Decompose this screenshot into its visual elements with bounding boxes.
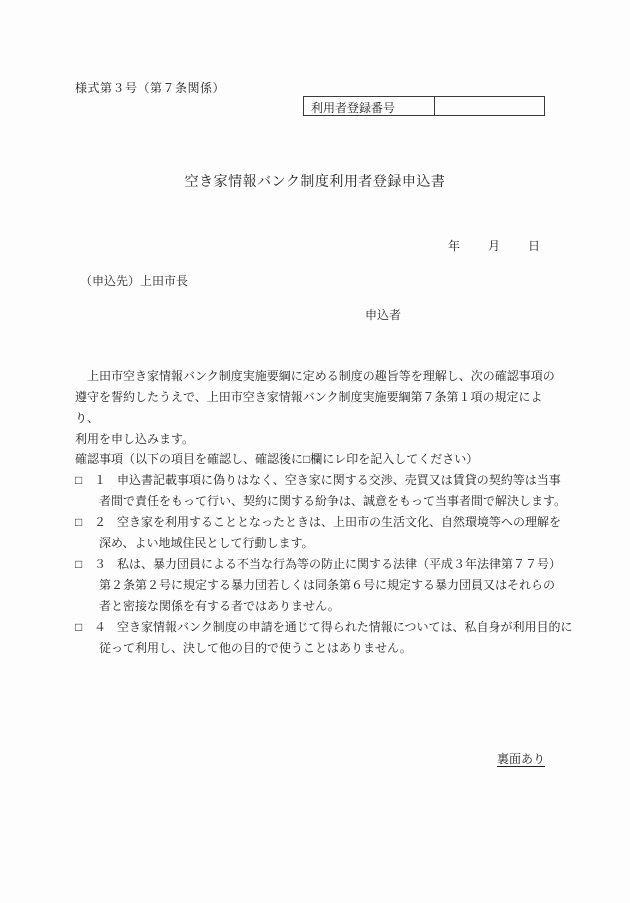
user-registration-number-field[interactable] (435, 97, 544, 115)
intro-line: 上田市空き家情報バンク制度実施要綱に定める制度の趣旨等を理解し、次の確認事項の (75, 369, 555, 383)
item-number: ３ (94, 557, 107, 571)
date-line (448, 237, 540, 254)
intro-line: 遵守を誓約したうえで、上田市空き家情報バンク制度実施要綱第７条第１項の規定により、 (75, 390, 543, 425)
confirmation-header: 確認事項（以下の項目を確認し、確認後に□欄にレ印を記入してください） (75, 452, 479, 466)
confirmation-item-4 (75, 617, 575, 638)
item-text: 者間で責任をもって行い、契約に関する紛争は、誠意をもって当事者間で解決します。 (99, 494, 567, 508)
checkbox-item-2[interactable]: □ (75, 515, 83, 529)
item-number: ４ (94, 620, 107, 634)
intro-line: 利用を申し込みます。 (75, 432, 195, 446)
item-text: 者と密接な関係を有する者ではありません。 (99, 599, 340, 613)
back-side-note: 裏面あり (497, 752, 546, 766)
year-label: 年 (448, 239, 461, 253)
item-text: 第２条第２号に規定する暴力団若しくは同条第６号に規定する暴力団員又はそれらの (99, 578, 556, 592)
item-text: 私は、暴力団員による不当な行為等の防止に関する法律（平成３年法律第７７号） (117, 557, 562, 571)
form-number: 様式第３号（第７条関係） (75, 81, 226, 95)
confirmation-item-2 (75, 512, 575, 533)
item-number: １ (94, 473, 107, 487)
day-label: 日 (528, 239, 541, 253)
user-registration-number-label: 利用者登録番号 (304, 97, 435, 115)
item-text: 申込書記載事項に偽りはなく、空き家に関する交渉、売買又は賃貸の契約等は当事 (117, 473, 561, 487)
item-text: 深め、よい地域住民として行動します。 (99, 536, 314, 550)
confirmation-item-3 (75, 554, 575, 575)
applicant-label: 申込者 (365, 308, 402, 322)
checkbox-item-3[interactable]: □ (75, 557, 83, 571)
item-text: 従って利用し、決して他の目的で使うことはありません。 (99, 641, 412, 655)
user-registration-number-table (303, 96, 545, 116)
item-text: 空き家情報バンク制度の申請を通じて得られた情報については、私自身が利用目的に (117, 620, 573, 634)
addressee: （申込先）上田市長 (80, 274, 189, 288)
checkbox-item-1[interactable]: □ (75, 473, 83, 487)
confirmation-section (75, 449, 575, 659)
document-title: 空き家情報バンク制度利用者登録申込書 (184, 175, 446, 190)
checkbox-item-4[interactable]: □ (75, 620, 83, 634)
item-number: ２ (94, 515, 107, 529)
intro-paragraph (75, 366, 565, 450)
month-label: 月 (488, 239, 501, 253)
confirmation-item-1 (75, 470, 575, 491)
item-text: 空き家を利用することとなったときは、上田市の生活文化、自然環境等への理解を (117, 515, 562, 529)
